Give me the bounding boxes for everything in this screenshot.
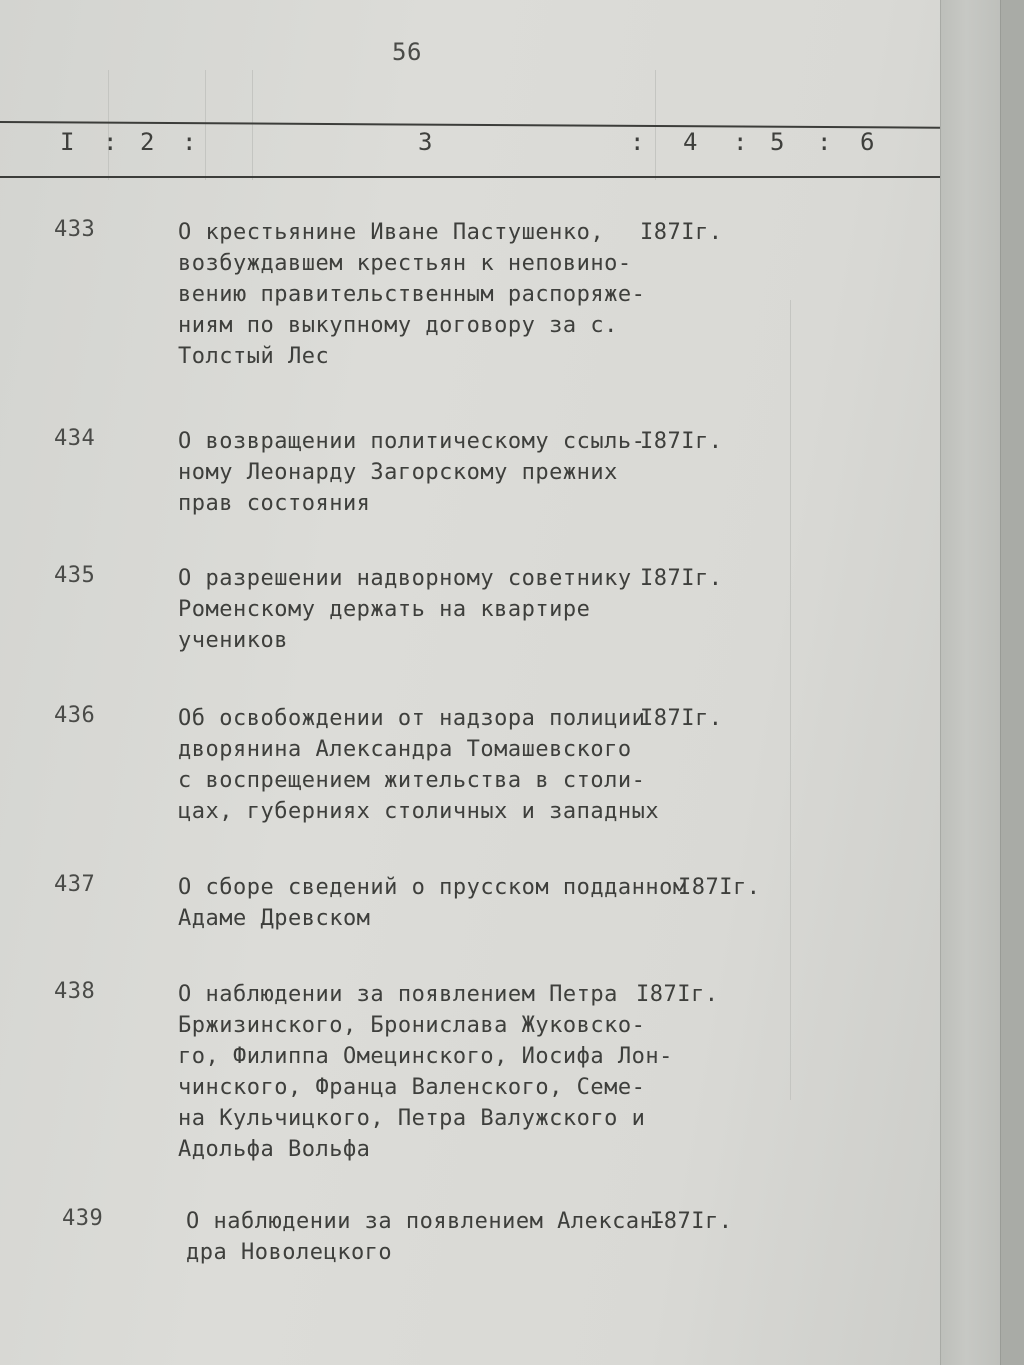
description-line: О сборе сведений о прусском подданном xyxy=(178,875,687,900)
description-line: прав состояния xyxy=(178,491,371,516)
entry-number: 438 xyxy=(54,979,96,1004)
description-line: ниям по выкупному договору за с. xyxy=(178,313,618,338)
entry-description xyxy=(178,563,632,656)
description-line: цах, губерниях столичных и западных xyxy=(178,799,660,824)
entry-year: I87Iг. xyxy=(650,1209,733,1234)
description-line: Адольфа Вольфа xyxy=(178,1137,371,1162)
description-line: дворянина Александра Томашевского xyxy=(178,737,632,762)
description-line: возбуждавшем крестьян к неповино- xyxy=(178,251,632,276)
description-line: дра Новолецкого xyxy=(186,1240,393,1265)
entry-year: I87Iг. xyxy=(636,982,719,1007)
entry-description xyxy=(178,872,687,934)
column-separator: : xyxy=(103,128,118,156)
entry-description xyxy=(186,1206,667,1268)
description-line: го, Филиппа Омецинского, Иосифа Лон- xyxy=(178,1044,673,1069)
entry-year: I87Iг. xyxy=(640,220,723,245)
description-line: на Кульчицкого, Петра Валужского и xyxy=(178,1106,646,1131)
entry-year: I87Iг. xyxy=(640,566,723,591)
underlying-page-edge-2 xyxy=(1000,0,1024,1365)
column-header-3: 3 xyxy=(418,128,433,156)
entry-number: 433 xyxy=(54,217,96,242)
entry-number: 436 xyxy=(54,703,96,728)
description-line: Толстый Лес xyxy=(178,344,330,369)
description-line: Адаме Древском xyxy=(178,906,371,931)
entry-description xyxy=(178,703,659,827)
column-header-row xyxy=(0,128,940,168)
entry-number: 439 xyxy=(62,1206,104,1231)
description-line: чинского, Франца Валенского, Семе- xyxy=(178,1075,646,1100)
table-header-bottom-rule xyxy=(0,176,940,178)
entry-year: I87Iг. xyxy=(640,429,723,454)
description-line: Роменскому держать на квартире xyxy=(178,597,591,622)
column-header-5: 5 xyxy=(770,128,785,156)
description-line: О разрешении надворному советнику xyxy=(178,566,632,591)
description-line: с воспрещением жительства в столи- xyxy=(178,768,646,793)
description-line: учеников xyxy=(178,628,288,653)
column-header-4: 4 xyxy=(683,128,698,156)
description-line: вению правительственным распоряже- xyxy=(178,282,646,307)
entry-number: 437 xyxy=(54,872,96,897)
entry-description xyxy=(178,217,645,372)
entry-year: I87Iг. xyxy=(678,875,761,900)
entry-year: I87Iг. xyxy=(640,706,723,731)
description-line: Об освобождении от надзора полиции xyxy=(178,706,646,731)
entry-number: 435 xyxy=(54,563,96,588)
description-line: О возвращении политическому ссыль- xyxy=(178,429,646,454)
description-line: О наблюдении за появлением Петра xyxy=(178,982,618,1007)
description-line: О наблюдении за появлением Алексан- xyxy=(186,1209,668,1234)
column-separator: : xyxy=(733,128,748,156)
description-line: О крестьянине Иване Пастушенко, xyxy=(178,220,605,245)
entry-number: 434 xyxy=(54,426,96,451)
column-header-2: 2 xyxy=(140,128,155,156)
description-line: ному Леонарду Загорскому прежних xyxy=(178,460,618,485)
description-line: Бржизинского, Бронислава Жуковско- xyxy=(178,1013,646,1038)
column-separator: : xyxy=(630,128,645,156)
entry-description xyxy=(178,979,673,1165)
page-number: 56 xyxy=(392,38,422,66)
column-separator: : xyxy=(817,128,832,156)
column-separator: : xyxy=(182,128,197,156)
column-header-6: 6 xyxy=(860,128,875,156)
column-header-1: I xyxy=(60,128,75,156)
entry-description xyxy=(178,426,645,519)
show-through-rule xyxy=(790,300,791,1100)
